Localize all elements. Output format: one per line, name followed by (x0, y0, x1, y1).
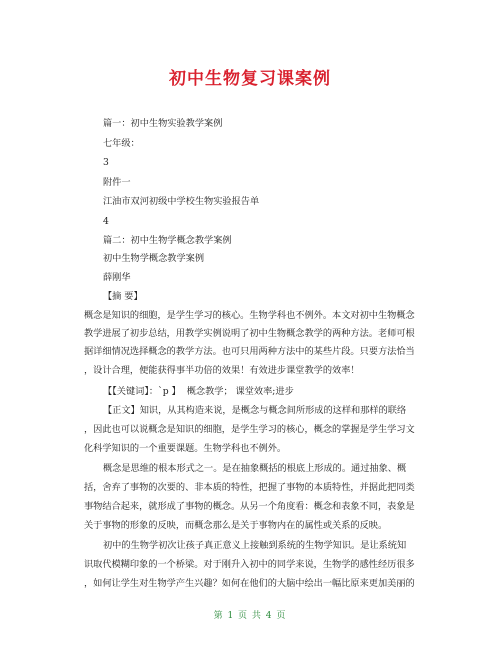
body-line: 化科学知识的一个重要课题。生物学科也不例外。 (84, 443, 287, 454)
list-line: 附件一 (103, 177, 131, 188)
body-line: 概念是思维的根本形式之一。是在抽象概括的根底上形成的。通过抽象、概 (103, 463, 407, 474)
list-line: 江油市双河初级中学校生物实验报告单 (103, 196, 260, 207)
list-line: 篇二：初中生物学概念教学案例 (103, 235, 232, 246)
keywords-line (103, 386, 294, 398)
abstract-heading: 【摘 要】 (103, 291, 143, 302)
body-line: 初中的生物学初次让孩子真正意义上接触到系统的生物学知识。是让系统知 (103, 540, 407, 551)
abstract-line: 概念是知识的细胞，是学生学习的核心。生物学科也不例外。本文对初中生物概念 (84, 310, 415, 321)
body-line: 括，舍弃了事物的次要的、非本质的特性，把握了事物的本质特性，并据此把同类 (84, 482, 415, 493)
abstract-line: ，设计合理，便能获得事半功倍的效果！有效进步课堂教学的效率！ (84, 365, 360, 376)
body-line: 事物结合起来，就形成了事物的概念。从另一个角度看：概念和表象不同，表象是 (84, 501, 415, 512)
list-line: 3 (103, 157, 109, 168)
body-line: ，如何让学生对生物学产生兴趣？如何在他们的大脑中绘出一幅比原来更加美丽的 (84, 578, 415, 589)
list-line: 薛刚华 (103, 272, 131, 283)
list-line: 篇一：初中生物实验教学案例 (103, 118, 223, 129)
body-line: ，因此也可以说概念是知识的细胞，是学生学习的核心，概念的掌握是学生学习文 (84, 424, 415, 435)
list-line: 初中生物学概念教学案例 (103, 253, 205, 264)
document-title: 初中生物复习课案例 (169, 69, 331, 89)
list-line: 4 (103, 216, 109, 227)
list-line: 七年级： (103, 138, 140, 149)
body-line: 【正文】知识，从其构造来说，是概念与概念间所形成的这样和那样的联络 (103, 405, 407, 416)
page-footer: 第 1 页 共 4 页 (213, 611, 287, 621)
body-line: 关于事物的形象的反映，而概念那么是关于事物内在的属性或关系的反映。 (84, 520, 388, 531)
keywords-label: 【【关键词】：`p 】 (103, 386, 181, 397)
abstract-line: 据详细情况选择概念的教学方法。也可只用两种方法中的某些片段。只要方法恰当 (84, 346, 415, 357)
abstract-line: 教学进展了初步总结，用教学实例说明了初中生物概念教学的两种方法。老师可根 (84, 328, 415, 339)
keywords-text: 概念教学； 课堂效率;进步 (186, 386, 294, 397)
body-line: 识取代模糊印象的一个桥梁。对于刚升入初中的同学来说，生物学的感性经历很多 (84, 559, 415, 570)
